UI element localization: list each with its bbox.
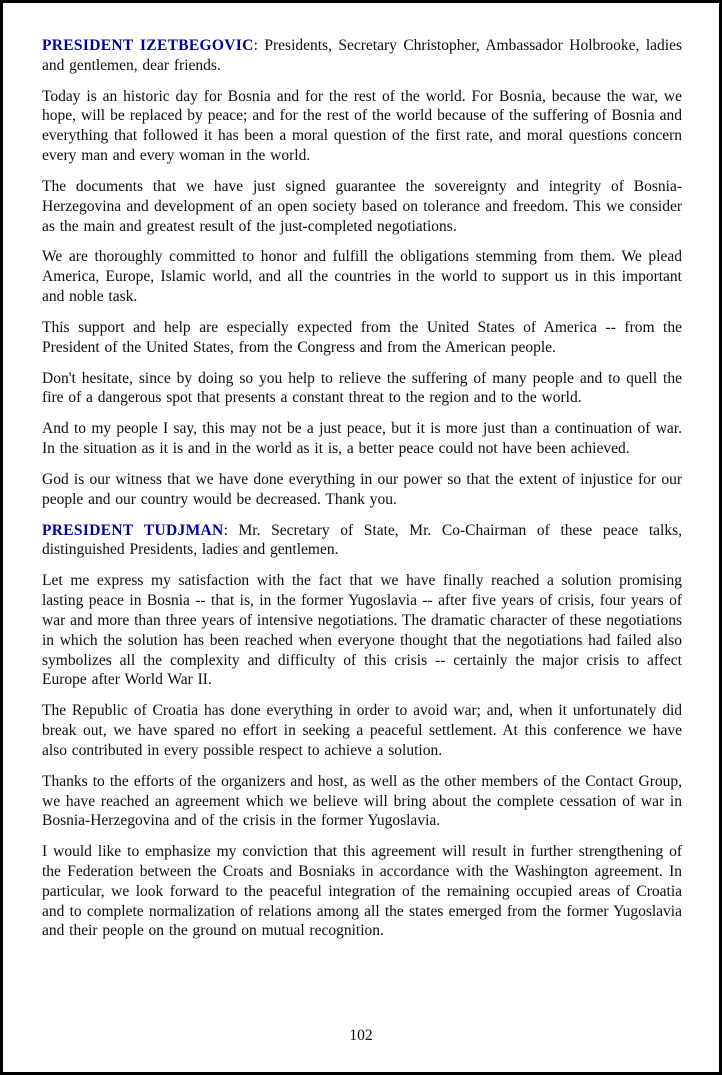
paragraph-text: Let me express my satisfaction with the fact that we have finally reached a solution promising lasting peace in Bosnia -- that is, in the former Yugoslavia -- after five years of crisis, four years of war and more than three years of intensive negotiations. The dramatic character of these negotiations in which the solution has been reached when everyone thought that the negotiations had failed also symbolizes all the complexity and difficulty of this crisis -- certainly the major crisis to affect Europe after World War II. <box>42 572 682 689</box>
paragraph <box>42 842 682 941</box>
paragraph-text: The documents that we have just signed guarantee the sovereignty and integrity of Bosnia-Herzegovina and development of an open society based on tolerance and freedom. This we consider as the main and greatest result of the just-completed negotiations. <box>42 177 682 235</box>
paragraph-text: : Mr. Secretary of State, Mr. Co-Chairman of these peace talks, distinguished Presidents, ladies and gentlemen. <box>42 521 682 559</box>
paragraph <box>42 571 682 690</box>
paragraph-text: Thanks to the efforts of the organizers and host, as well as the other members of the Contact Group, we have reached an agreement which we believe will bring about the complete cessation of war in Bosnia-Herzegovina and of the crisis in the former Yugoslavia. <box>42 772 682 830</box>
paragraph-text: I would like to emphasize my conviction that this agreement will result in further strengthening of the Federation between the Croats and Bosniaks in accordance with the Washington agreement. In particular, we look forward to the peaceful integration of the remaining occupied areas of Croatia and to complete normalization of relations among all the states emerged from the former Yugoslavia and their people on the ground on mutual recognition. <box>42 843 682 940</box>
paragraph-text: : Presidents, Secretary Christopher, Ambassador Holbrooke, ladies and gentlemen, dear friends. <box>42 37 683 74</box>
paragraph <box>42 177 682 236</box>
paragraph <box>42 318 682 358</box>
paragraph <box>42 419 682 459</box>
paragraph <box>42 369 682 409</box>
paragraph-text: Don't hesitate, since by doing so you help to relieve the suffering of many people and to quell the fire of a dangerous spot that presents a constant threat to the region and to the world. <box>42 369 682 407</box>
paragraph <box>42 772 682 831</box>
paragraph-text: And to my people I say, this may not be a just peace, but it is more just than a continuation of war. In the situation as it is and in the world as it is, a better peace could not have been achieved. <box>42 420 682 458</box>
paragraph <box>42 36 682 76</box>
paragraph <box>42 470 682 510</box>
paragraph <box>42 247 682 306</box>
paragraph-text: God is our witness that we have done everything in our power so that the extent of injustice for our people and our country would be decreased. Thank you. <box>42 470 682 508</box>
speaker-name-tudjman: PRESIDENT TUDJMAN <box>42 521 224 539</box>
speaker-name-izetbegovic: PRESIDENT IZETBEGOVIC <box>42 37 254 54</box>
paragraph <box>42 701 682 760</box>
paragraph <box>42 521 682 561</box>
paragraph-text: The Republic of Croatia has done everything in order to avoid war; and, when it unfortunately did break out, we have spared no effort in seeking a peaceful settlement. At this conference we have also contributed in every possible respect to achieve a solution. <box>42 702 682 759</box>
paragraph-text: We are thoroughly committed to honor and fulfill the obligations stemming from them. We plead America, Europe, Islamic world, and all the countries in the world to support us in this important and noble task. <box>42 248 682 306</box>
paragraph-text: This support and help are especially expected from the United States of America -- from the President of the United States, from the Congress and from the American people. <box>42 318 682 356</box>
paragraph-text: Today is an historic day for Bosnia and for the rest of the world. For Bosnia, because the war, we hope, will be replaced by peace; and for the rest of the world because of the suffering of Bosnia and everything that followed it has been a moral question of the first rate, and moral questions concern every man and every woman in the world. <box>42 87 682 165</box>
page-number: 102 <box>349 1027 373 1045</box>
paragraph <box>42 87 682 166</box>
